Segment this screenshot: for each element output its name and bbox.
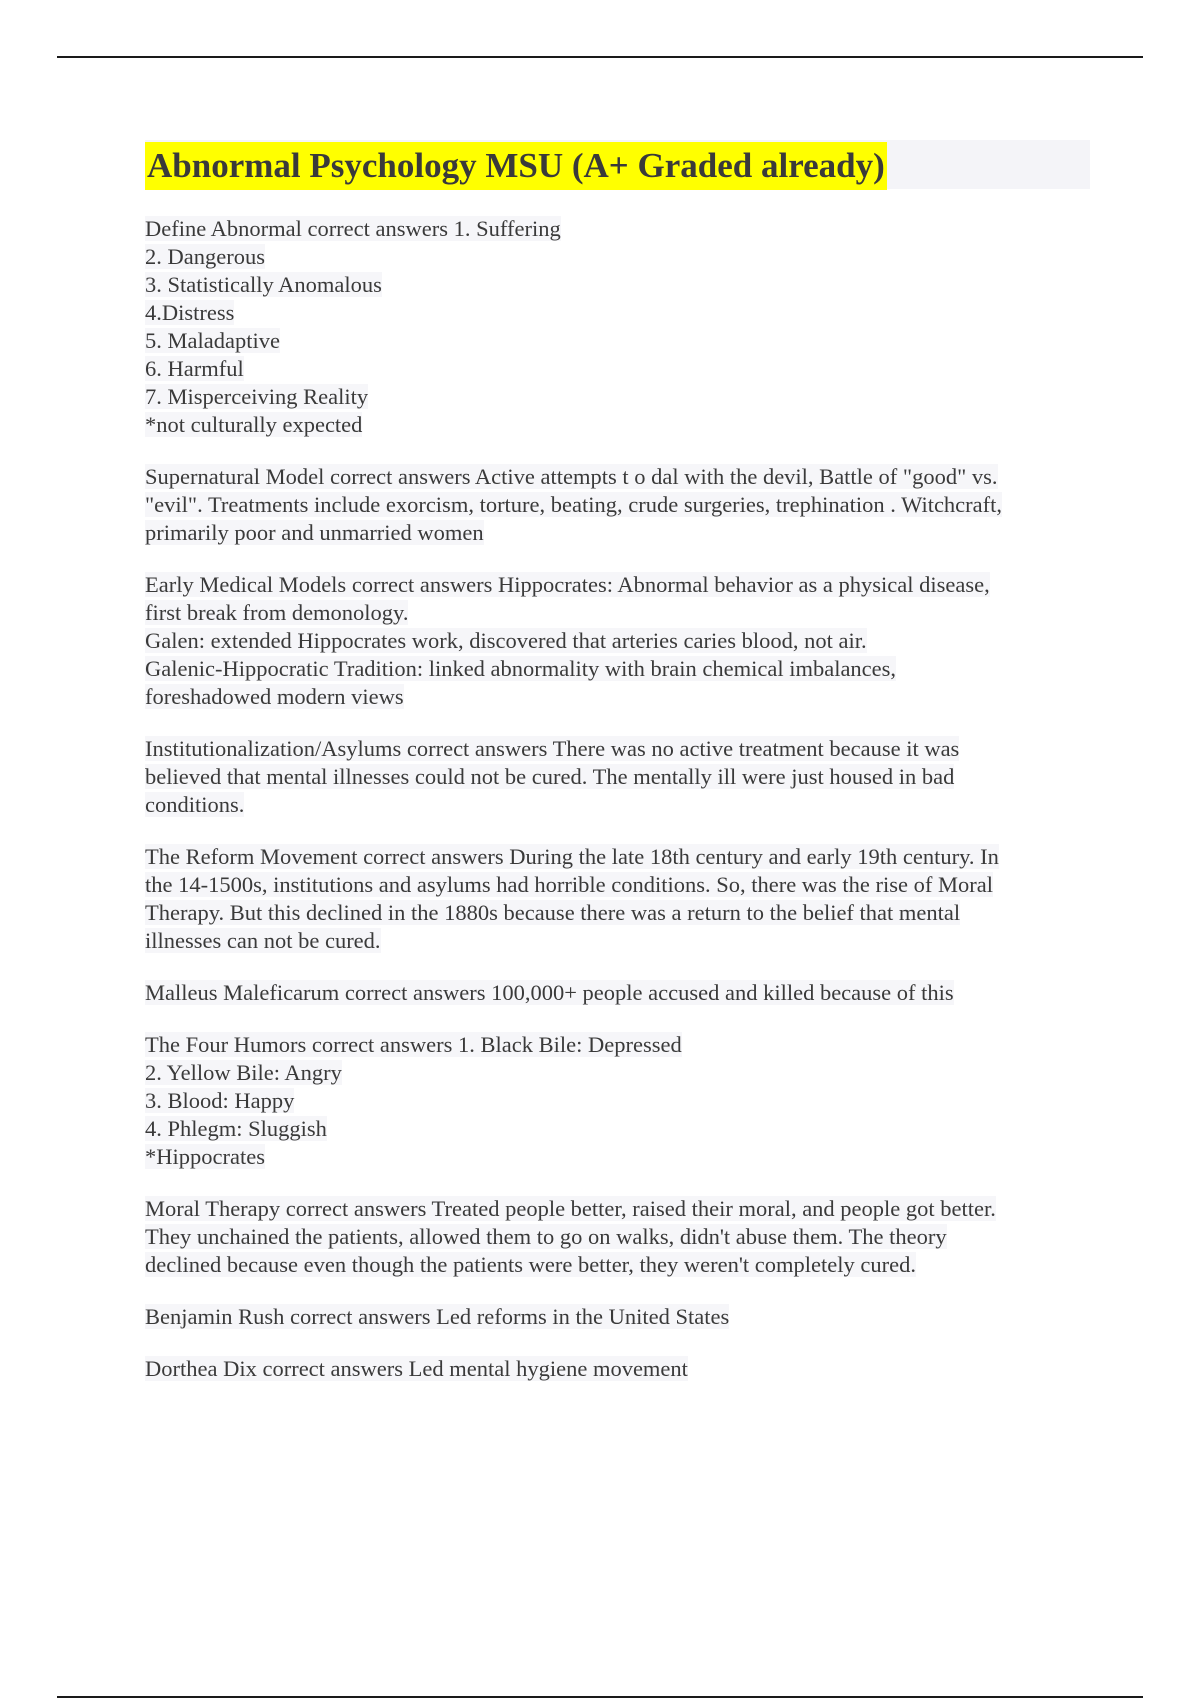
- entry-line: the 14-1500s, institutions and asylums had horrible conditions. So, there was the rise of Moral: [145, 872, 994, 897]
- entry-line: believed that mental illnesses could not be cured. The mentally ill were just housed in bad: [145, 764, 955, 789]
- entry-line: Supernatural Model correct answers Active attempts t o dal with the devil, Battle of "good" vs.: [145, 464, 998, 489]
- entry-line: 3. Statistically Anomalous: [145, 272, 382, 297]
- entry-line: "evil". Treatments include exorcism, torture, beating, crude surgeries, trephination . Witchcraft,: [145, 492, 1003, 517]
- entry-line: 5. Maladaptive: [145, 328, 280, 353]
- entry-line: Galen: extended Hippocrates work, discovered that arteries caries blood, not air.: [145, 628, 867, 653]
- entry-line: Institutionalization/Asylums correct answers There was no active treatment because it was: [145, 736, 960, 761]
- entry-line: foreshadowed modern views: [145, 684, 404, 709]
- entry-four-humors: [145, 1031, 1090, 1171]
- entry-line: 7. Misperceiving Reality: [145, 384, 369, 409]
- entry-institutionalization-asylums: [145, 735, 1090, 819]
- entry-line: Early Medical Models correct answers Hippocrates: Abnormal behavior as a physical disease,: [145, 572, 990, 597]
- entry-define-abnormal: [145, 215, 1090, 439]
- entry-line: *not culturally expected: [145, 412, 363, 437]
- entry-line: Moral Therapy correct answers Treated people better, raised their moral, and people got better.: [145, 1196, 996, 1221]
- entries-list: [145, 215, 1090, 1383]
- title-bar: [145, 140, 1090, 189]
- entry-line: declined because even though the patients were better, they weren't completely cured.: [145, 1252, 916, 1277]
- entry-line: Malleus Maleficarum correct answers 100,000+ people accused and killed because of this: [145, 980, 954, 1005]
- entry-line: primarily poor and unmarried women: [145, 520, 484, 545]
- entry-line: 3. Blood: Happy: [145, 1088, 295, 1113]
- entry-line: first break from demonology.: [145, 600, 409, 625]
- entry-line: Dorthea Dix correct answers Led mental hygiene movement: [145, 1356, 688, 1381]
- bottom-rule: [57, 1696, 1143, 1698]
- entry-line: 2. Dangerous: [145, 244, 265, 269]
- entry-line: illnesses can not be cured.: [145, 928, 381, 953]
- document-title: Abnormal Psychology MSU (A+ Graded already): [145, 142, 887, 190]
- entry-benjamin-rush: [145, 1303, 1090, 1331]
- entry-line: 4.Distress: [145, 300, 235, 325]
- entry-line: 2. Yellow Bile: Angry: [145, 1060, 342, 1085]
- entry-line: Define Abnormal correct answers 1. Suffering: [145, 216, 561, 241]
- entry-line: Benjamin Rush correct answers Led reforms in the United States: [145, 1304, 730, 1329]
- entry-line: The Reform Movement correct answers During the late 18th century and early 19th century. In: [145, 844, 999, 869]
- entry-line: Therapy. But this declined in the 1880s because there was a return to the belief that mental: [145, 900, 961, 925]
- entry-supernatural-model: [145, 463, 1090, 547]
- entry-dorthea-dix: [145, 1355, 1090, 1383]
- document-page: [145, 140, 1090, 1407]
- entry-line: The Four Humors correct answers 1. Black Bile: Depressed: [145, 1032, 682, 1057]
- entry-line: They unchained the patients, allowed them to go on walks, didn't abuse them. The theory: [145, 1224, 947, 1249]
- entry-line: *Hippocrates: [145, 1144, 265, 1169]
- entry-line: 6. Harmful: [145, 356, 244, 381]
- entry-line: conditions.: [145, 792, 245, 817]
- top-rule: [57, 56, 1143, 58]
- entry-moral-therapy: [145, 1195, 1090, 1279]
- entry-malleus-maleficarum: [145, 979, 1090, 1007]
- entry-early-medical-models: [145, 571, 1090, 711]
- entry-reform-movement: [145, 843, 1090, 955]
- entry-line: Galenic-Hippocratic Tradition: linked abnormality with brain chemical imbalances,: [145, 656, 897, 681]
- entry-line: 4. Phlegm: Sluggish: [145, 1116, 327, 1141]
